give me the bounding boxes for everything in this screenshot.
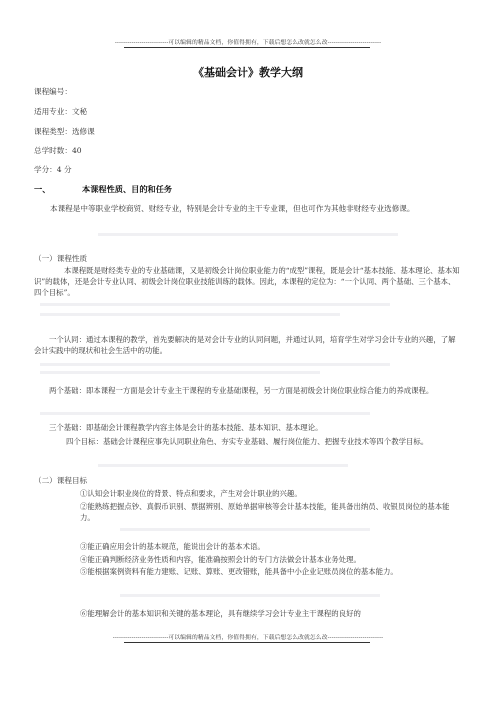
nature-paragraph-5: 四个目标：基础会计课程应事先认同职业角色、夯实专业基础、履行岗位能力、把握专业技术等四个教学目标。 — [66, 437, 429, 446]
subsection-goals: （二）课程目标 — [34, 476, 88, 485]
faint-artifact — [98, 233, 398, 236]
subsection-nature: （一）课程性质 — [34, 254, 88, 263]
faint-artifact — [120, 594, 380, 597]
faint-artifact — [120, 528, 370, 531]
section-heading — [34, 184, 172, 195]
nature-paragraph-1: 本课程既是财经类专业的专业基础课，又是初级会计岗位职业能力的“成型”课程，既是会计“基本技能、基本理论、基本知识”的载体，还是会计专业认同、初级会计岗位职业技能训练的载体。因此，本课程的定位为：“一个认同、两个基础、三个基本、四个目标”。 — [34, 266, 460, 297]
footer-rule — [124, 642, 370, 643]
meta-course-type: 课程类型：选修课 — [34, 127, 95, 136]
goal-item-5: ⑤能根据案例资料有能力建账、记账、算账、更改错账，能具备中小企业记账员岗位的基本能力。 — [80, 567, 398, 576]
faint-artifact — [40, 313, 340, 316]
faint-artifact — [40, 363, 390, 366]
section-title: 本课程性质、目的和任务 — [82, 184, 173, 194]
footer-banner-text: ---------------------------可以编辑的精品文档，你值得拥有，下载后想怎么改就怎么改--------------------------- — [112, 635, 384, 641]
intro-paragraph: 本课程是中等职业学校商贸、财经专业，特别是会计专业的主干专业课，但也可作为其他非财经专业选修课。 — [50, 204, 415, 213]
meta-total-hours: 总学时数：40 — [34, 146, 82, 155]
meta-credits: 学分：4 分 — [34, 165, 72, 174]
section-number: 一、 — [34, 184, 51, 194]
nature-paragraph-3: 两个基础：即本课程一方面是会计专业主干课程的专业基础课程，另一方面是初级会计岗位职业综合能力的养成课程。 — [49, 386, 434, 395]
faint-artifact — [40, 412, 370, 415]
meta-course-code: 课程编号： — [34, 87, 72, 96]
goal-item-6: ⑥能理解会计的基本知识和关键的基本理论，具有继续学习会计专业主干课程的良好的 — [80, 609, 361, 618]
document-title: 《基础会计》教学大纲 — [193, 66, 303, 79]
faint-artifact — [40, 303, 390, 306]
meta-major: 适用专业：文秘 — [34, 107, 88, 116]
nature-paragraph-2: 一个认同：通过本课程的教学，首先要解决的是对会计专业的认同问题，并通过认同，培育学生对学习会计专业的兴趣，了解会计实践中的现状和社会生活中的功能。 — [34, 335, 456, 355]
faint-artifact — [98, 464, 348, 467]
goal-item-3: ③能正确应用会计的基本规范，能说出会计的基本术语。 — [80, 542, 265, 551]
goal-item-1: ①认知会计职业岗位的背景、特点和要求，产生对会计职业的兴趣。 — [80, 489, 302, 498]
header-rule — [124, 47, 370, 48]
nature-paragraph-4: 三个基础：即基础会计课程教学内容主体是会计的基本技能、基本知识、基本理论。 — [49, 423, 323, 432]
goal-item-4: ④能正确判断经济业务性质和内容，能准确按照会计的专门方法做会计基本业务处理。 — [80, 555, 361, 564]
header-banner-text: --------------------------可以编辑的精品文档，你值得拥有，下载后想怎么改就怎么改-------------------------- — [114, 40, 382, 46]
faint-artifact — [40, 371, 320, 374]
goal-item-2: ②能熟练把握点钞、真假币识别、票据辨别、原始单据审核等会计基本技能，能具备出纳员、收银员岗位的基本能力。 — [80, 502, 450, 522]
